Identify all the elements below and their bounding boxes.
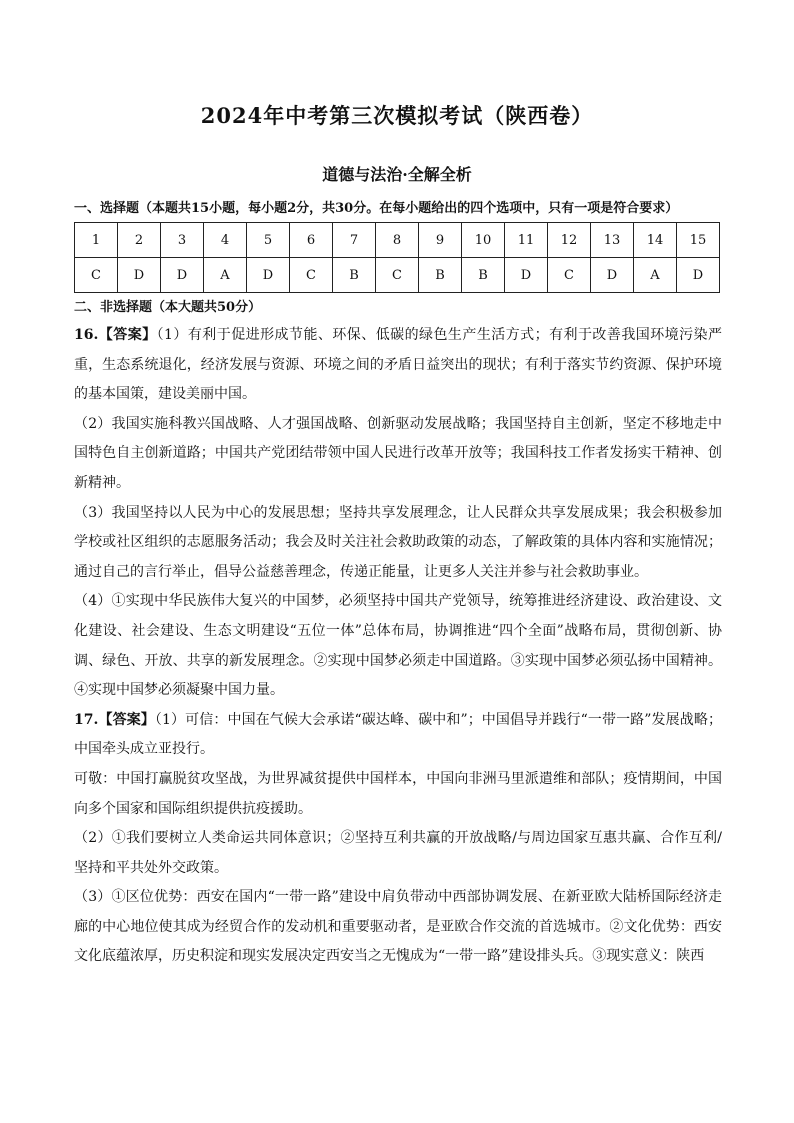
q16-part3: （3）我国坚持以人民为中心的发展思想；坚持共享发展理念，让人民群众共享发展成果；我会积极参加学校或社区组织的志愿服务活动；我会及时关注社会救助政策的动态，了解政策的具体内容和实施情况；通过自己的言行举止，倡导公益慈善理念，传递正能量，让更多人关注并参与社会救助事业。 <box>74 504 722 580</box>
answer-cell: C <box>75 258 118 293</box>
answer-cell: C <box>548 258 591 293</box>
question-number-cell: 4 <box>204 223 247 258</box>
answer-cell: C <box>290 258 333 293</box>
question-number-cell: 9 <box>419 223 462 258</box>
question-number-cell: 7 <box>333 223 376 258</box>
answer-table-number-row <box>75 223 720 258</box>
question-number-cell: 15 <box>677 223 720 258</box>
q16-part2: （2）我国实施科教兴国战略、人才强国战略、创新驱动发展战略；我国坚持自主创新，坚定不移地走中国特色自主创新道路；中国共产党团结带领中国人民进行改革开放等；我国科技工作者发扬实干精神、创新精神。 <box>74 415 722 491</box>
q16-part4: （4）①实现中华民族伟大复兴的中国梦，必须坚持中国共产党领导，统筹推进经济建设、政治建设、文化建设、社会建设、生态文明建设“五位一体”总体布局，协调推进“四个全面”战略布局，贯彻创新、协调、绿色、开放、共享的新发展理念。②实现中国梦必须走中国道路。③实现中国梦必须弘扬中国精神。④实现中国梦必须凝聚中国力量。 <box>74 593 722 699</box>
q17-part1 <box>74 706 722 765</box>
q16-label: 16.【答案】 <box>74 327 157 343</box>
answer-cell: D <box>677 258 720 293</box>
q17-part1b: 可敬：中国打赢脱贫攻坚战，为世界减贫提供中国样本，中国向非洲马里派遣维和部队；疫情期间，中国向多个国家和国际组织提供抗疫援助。 <box>74 770 722 817</box>
question-number-cell: 5 <box>247 223 290 258</box>
question-number-cell: 14 <box>634 223 677 258</box>
q17-part1-text: （1）可信：中国在气候大会承诺“碳达峰、碳中和”；中国倡导并践行“一带一路”发展战略；中国牵头成立亚投行。 <box>74 711 722 758</box>
q17-part3: （3）①区位优势：西安在国内“一带一路”建设中肩负带动中西部协调发展、在新亚欧大陆桥国际经济走廊的中心地位使其成为经贸合作的发动机和重要驱动者，是亚欧合作交流的首选城市。②文化优势：西安文化底蕴浓厚，历史积淀和现实发展决定西安当之无愧成为“一带一路”建设排头兵。③现实意义：陕西 <box>74 889 722 965</box>
q16-part1-text: （1）有利于促进形成节能、环保、低碳的绿色生产生活方式；有利于改善我国环境污染严重，生态系统退化，经济发展与资源、环境之间的矛盾日益突出的现状；有利于落实节约资源、保护环境的基本国策，建设美丽中国。 <box>74 327 723 403</box>
question-number-cell: 12 <box>548 223 591 258</box>
q17-part2: （2）①我们要树立人类命运共同体意识；②坚持互利共赢的开放战略/与周边国家互惠共赢、合作互利/坚持和平共处外交政策。 <box>74 830 722 876</box>
answer-cell: A <box>204 258 247 293</box>
question-number-cell: 11 <box>505 223 548 258</box>
section-2-heading: 二、非选择题（本大题共50分） <box>74 300 262 315</box>
answer-table <box>74 222 720 293</box>
answer-table-answer-row <box>75 258 720 293</box>
answer-cell: B <box>462 258 505 293</box>
question-number-cell: 1 <box>75 223 118 258</box>
question-number-cell: 13 <box>591 223 634 258</box>
question-number-cell: 10 <box>462 223 505 258</box>
question-number-cell: 2 <box>118 223 161 258</box>
answer-cell: D <box>505 258 548 293</box>
answer-cell: D <box>161 258 204 293</box>
answer-cell: D <box>118 258 161 293</box>
question-number-cell: 3 <box>161 223 204 258</box>
q17-label: 17.【答案】 <box>74 711 155 728</box>
question-number-cell: 6 <box>290 223 333 258</box>
answer-cell: B <box>419 258 462 293</box>
answer-cell: D <box>247 258 290 293</box>
question-number-cell: 8 <box>376 223 419 258</box>
answer-cell: D <box>591 258 634 293</box>
page-title: 2024年中考第三次模拟考试（陕西卷） <box>200 103 594 128</box>
section-1-heading: 一、选择题（本题共15小题，每小题2分，共30分。在每小题给出的四个选项中，只有一项是符合要求） <box>74 201 679 216</box>
answers-body <box>74 321 722 972</box>
answer-cell: C <box>376 258 419 293</box>
q16-part1 <box>74 321 722 410</box>
answer-cell: A <box>634 258 677 293</box>
answer-cell: B <box>333 258 376 293</box>
page-subtitle: 道德与法治·全解全析 <box>322 165 472 184</box>
